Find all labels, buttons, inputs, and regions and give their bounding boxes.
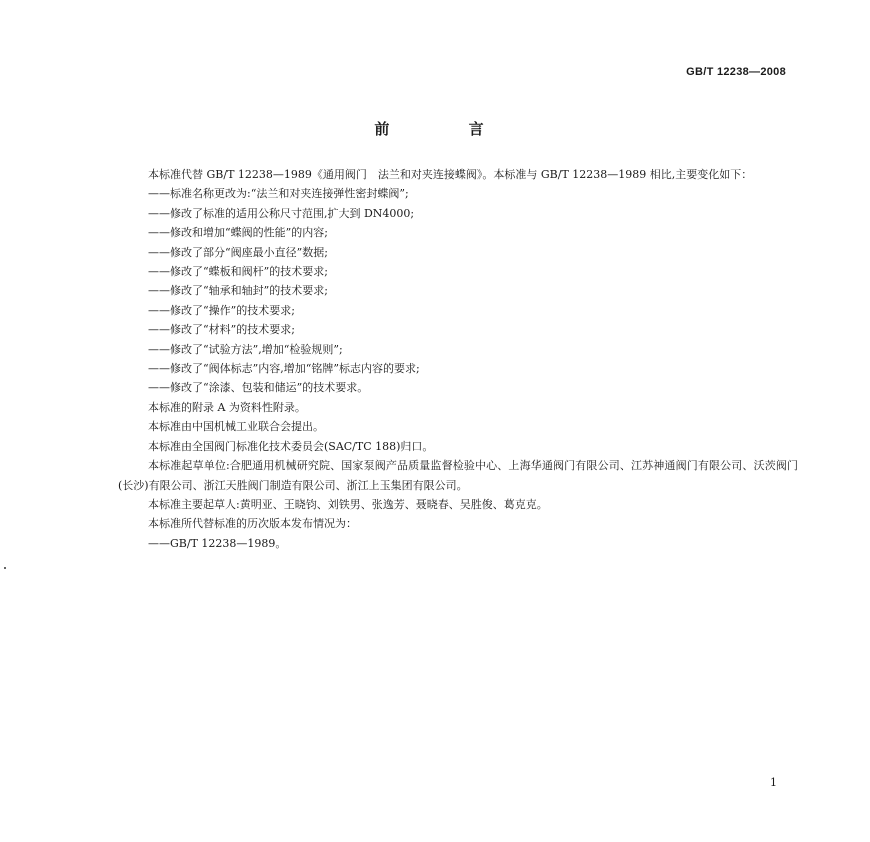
appendix-note: 本标准的附录 A 为资料性附录。 xyxy=(148,400,306,414)
standard-number: GB/T 12238—2008 xyxy=(686,66,786,78)
drafters: 本标准主要起草人:黄明亚、王晓钧、刘铁男、张逸芳、聂晓春、吴胜俊、葛克克。 xyxy=(148,497,548,511)
page-title: 前 言 xyxy=(374,120,508,138)
change-item: ——修改了“涂漆、包装和储运”的技术要求。 xyxy=(148,381,369,395)
proposed-by: 本标准由中国机械工业联合会提出。 xyxy=(148,420,324,434)
page-number: 1 xyxy=(770,776,777,789)
change-item: ——修改了“试验方法”,增加“检验规则”; xyxy=(148,342,343,356)
history-item: ——GB/T 12238—1989。 xyxy=(148,536,287,550)
history-intro: 本标准所代替标准的历次版本发布情况为： xyxy=(148,517,357,531)
change-item: ——修改了“轴承和轴封”的技术要求; xyxy=(148,284,328,298)
change-item: ——修改了部分“阀座最小直径”数据; xyxy=(148,245,328,259)
change-item: ——修改和增加“蝶阀的性能”的内容; xyxy=(148,226,328,240)
intro-paragraph: 本标准代替 GB/T 12238—1989《通用阀门 法兰和对夹连接蝶阀》。本标准与 GB/T 12238—1989 相比,主要变化如下： xyxy=(148,168,753,181)
change-item: ——修改了“材料”的技术要求; xyxy=(148,323,295,337)
scan-speck xyxy=(4,567,6,569)
change-item: ——标准名称更改为:“法兰和对夹连接弹性密封蝶阀”; xyxy=(148,187,409,201)
change-item: ——修改了“蝶板和阀杆”的技术要求; xyxy=(148,265,328,279)
change-item: ——修改了“操作”的技术要求; xyxy=(148,303,295,317)
drafting-units: 本标准起草单位:合肥通用机械研究院、国家泵阀产品质量监督检验中心、上海华通阀门有限公司、江苏神通阀门有限公司、沃茨阀门(长沙)有限公司、浙江天胜阀门制造有限公司、浙江上玉集团有限公司。 xyxy=(118,459,798,492)
change-item: ——修改了标准的适用公称尺寸范围,扩大到 DN4000; xyxy=(148,206,415,220)
centralized-by: 本标准由全国阀门标准化技术委员会(SAC/TC 188)归口。 xyxy=(148,439,434,453)
change-item: ——修改了“阀体标志”内容,增加“铭牌”标志内容的要求; xyxy=(148,362,420,376)
foreword-body xyxy=(118,165,798,553)
